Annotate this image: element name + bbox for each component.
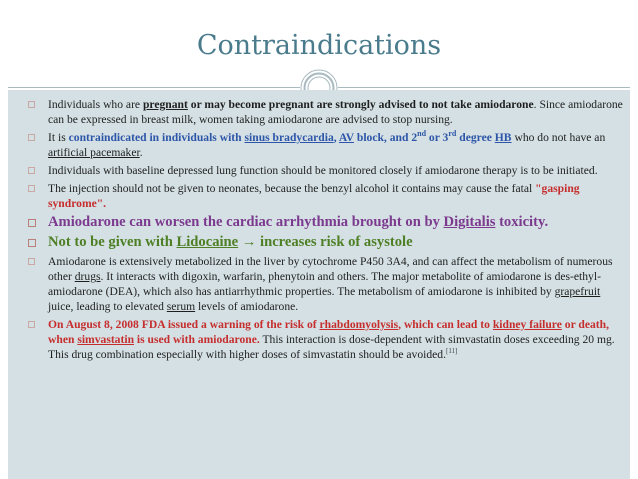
bullet-text-run: On August 8, 2008 FDA issued a warning of the risk of — [48, 318, 320, 331]
bullet-text-run: rd — [448, 129, 457, 139]
bullet-text-run: who do not have an — [511, 131, 606, 144]
bullet-item — [8, 97, 630, 127]
square-bullet-icon — [28, 101, 35, 108]
square-bullet-icon — [28, 258, 35, 265]
bullet-text-run: simvastatin — [77, 333, 135, 346]
bullet-text-run: toxicity. — [495, 214, 549, 230]
square-bullet-icon — [28, 239, 36, 247]
bullet-text-run: → increases risk of asystole — [238, 234, 413, 250]
bullet-text-run: Not to be given with — [48, 234, 177, 250]
bullet-text-run: This interaction is dose-dependent with simvastatin doses exceeding 20 mg. This drug combination especially with higher doses of simvastatin should be avoided. — [48, 333, 615, 361]
title-divider-right — [338, 87, 630, 88]
bullet-text-run: Individuals who are — [48, 98, 143, 111]
square-bullet-icon — [28, 185, 35, 192]
square-bullet-icon — [28, 219, 36, 227]
bullet-text-run: degree — [456, 131, 495, 144]
slide-title: Contraindications — [196, 30, 442, 61]
bullet-item — [8, 317, 630, 362]
bullet-text-run: or may become pregnant are strongly advised to not take amiodarone — [187, 98, 534, 111]
title-divider-left — [8, 87, 300, 88]
bullet-text-run: drugs — [74, 270, 101, 283]
bullet-text-run: levels of amiodarone. — [195, 300, 299, 313]
bullet-text-run: block, and 2 — [353, 131, 418, 144]
bullet-item — [8, 130, 630, 160]
bullet-text-run: Lidocaine — [176, 234, 239, 250]
content-panel — [8, 90, 630, 479]
bullet-item — [8, 254, 630, 314]
bullet-text-run: Individuals with baseline depressed lung function should be monitored closely if amiodarone therapy is to be initiated. — [48, 164, 598, 177]
bullet-text-run: HB — [494, 131, 512, 144]
square-bullet-icon — [28, 134, 35, 141]
bullet-text-run: The injection should not be given to neonates, because the benzyl alcohol it contains may cause the fatal — [48, 182, 536, 195]
bullet-text-run: rhabdomyolysis — [319, 318, 399, 331]
bullet-item — [8, 181, 630, 211]
square-bullet-icon — [28, 167, 35, 174]
bullet-text-run: nd — [417, 129, 427, 139]
bullet-text-run: . Since amiodarone can be expressed in breast milk, women taking amiodarone are advised to stop nursing. — [48, 98, 623, 126]
bullet-text-run: or 3 — [426, 131, 449, 144]
bullet-text-run: grapefruit — [554, 285, 601, 298]
bullet-text-run: , which can lead to — [398, 318, 493, 331]
bullet-item — [8, 214, 630, 231]
bullet-text-run: "gasping syndrome". — [48, 182, 580, 210]
bullet-text-run: [11] — [445, 347, 458, 356]
bullet-text-run: artificial pacemaker — [48, 146, 140, 159]
bullet-item — [8, 163, 630, 178]
bullet-text-run: contraindicated in individuals with — [68, 131, 245, 144]
bullet-text-run: Amiodarone can worsen the cardiac arrhythmia brought on by — [48, 214, 444, 230]
bullet-text-run: AV — [338, 131, 354, 144]
bullet-text-run: . It interacts with digoxin, warfarin, phenytoin and others. The major metabolite of amiodarone is des-ethyl-amiodarone (DEA), which also has antiarrhythmic properties. The metabolism of amiodarone is inhibited by — [48, 270, 601, 298]
bullet-text-run: pregnant — [142, 98, 188, 111]
bullet-text-run: Digitalis — [443, 214, 496, 230]
bullet-text-run: serum — [166, 300, 196, 313]
bullet-text-run: juice, leading to elevated — [48, 300, 167, 313]
bullet-text-run: Amiodarone is extensively metabolized in the liver by cytochrome P450 3A4, and can affect the metabolism of numerous other — [48, 255, 613, 283]
bullet-text-run: , — [333, 131, 339, 144]
bullet-text-run: It is — [48, 131, 69, 144]
bullet-text-run: or death, when — [48, 318, 610, 346]
bullet-item — [8, 234, 630, 251]
bullet-text-run: kidney failure — [492, 318, 562, 331]
bullet-text-run: . — [139, 146, 143, 159]
bullet-list — [8, 97, 630, 365]
bullet-text-run: is used with amiodarone. — [134, 333, 260, 346]
square-bullet-icon — [28, 321, 35, 328]
bullet-text-run: sinus bradycardia — [244, 131, 334, 144]
